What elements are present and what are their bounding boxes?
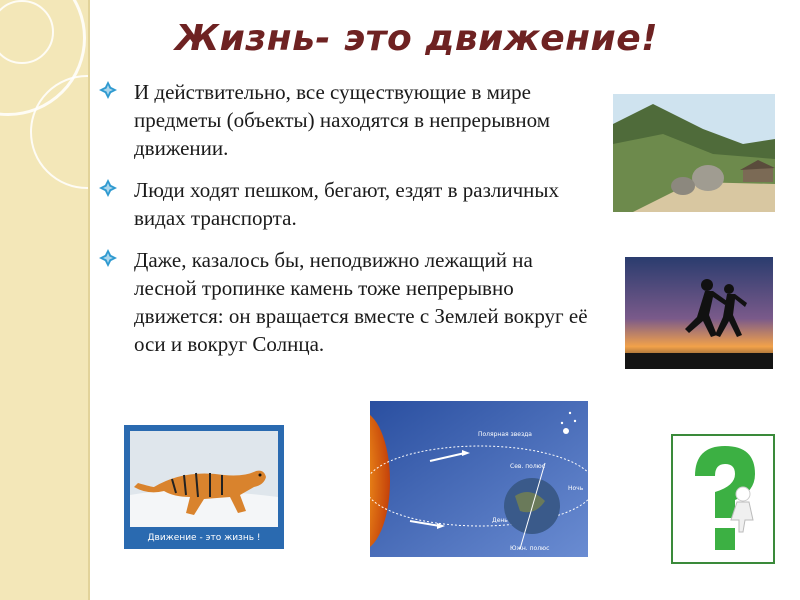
bullet-list xyxy=(98,78,598,372)
bullet-text: И действительно, все существующие в мире предметы (объекты) находятся в непрерывном движении. xyxy=(134,80,551,160)
bullet-item xyxy=(98,176,598,232)
question-mark-figure-icon xyxy=(673,436,773,562)
runners-silhouette-photo xyxy=(625,257,773,369)
bullet-item xyxy=(98,246,598,358)
bullet-text: Люди ходят пешком, бегают, ездят в различных видах транспорта. xyxy=(134,178,560,230)
bullet-item xyxy=(98,78,598,162)
question-mark-figure-image xyxy=(671,434,775,564)
diamond-bullet-icon xyxy=(98,248,118,268)
diamond-bullet-icon xyxy=(98,178,118,198)
earth-label-north-pole: Сев. полюс xyxy=(510,463,546,470)
bullet-text: Даже, казалось бы, неподвижно лежащий на лесной тропинке камень тоже непрерывно движется: он вращается вместе с Землей вокруг её оси и вокруг Солнца. xyxy=(134,248,588,356)
slide-title: Жизнь- это движение! xyxy=(175,18,659,59)
earth-label-night: Ночь xyxy=(568,485,584,492)
earth-label-polar-star: Полярная звезда xyxy=(478,431,532,438)
earth-label-day: День xyxy=(492,517,508,524)
earth-label-south-pole: Южн. полюс xyxy=(510,545,550,552)
running-tiger-photo xyxy=(124,425,284,549)
tiger-caption: Движение - это жизнь ! xyxy=(147,533,261,543)
decorative-left-strip xyxy=(0,0,90,600)
earth-orbit-image xyxy=(370,401,588,557)
landscape-photo xyxy=(613,94,775,212)
diamond-bullet-icon xyxy=(98,80,118,100)
